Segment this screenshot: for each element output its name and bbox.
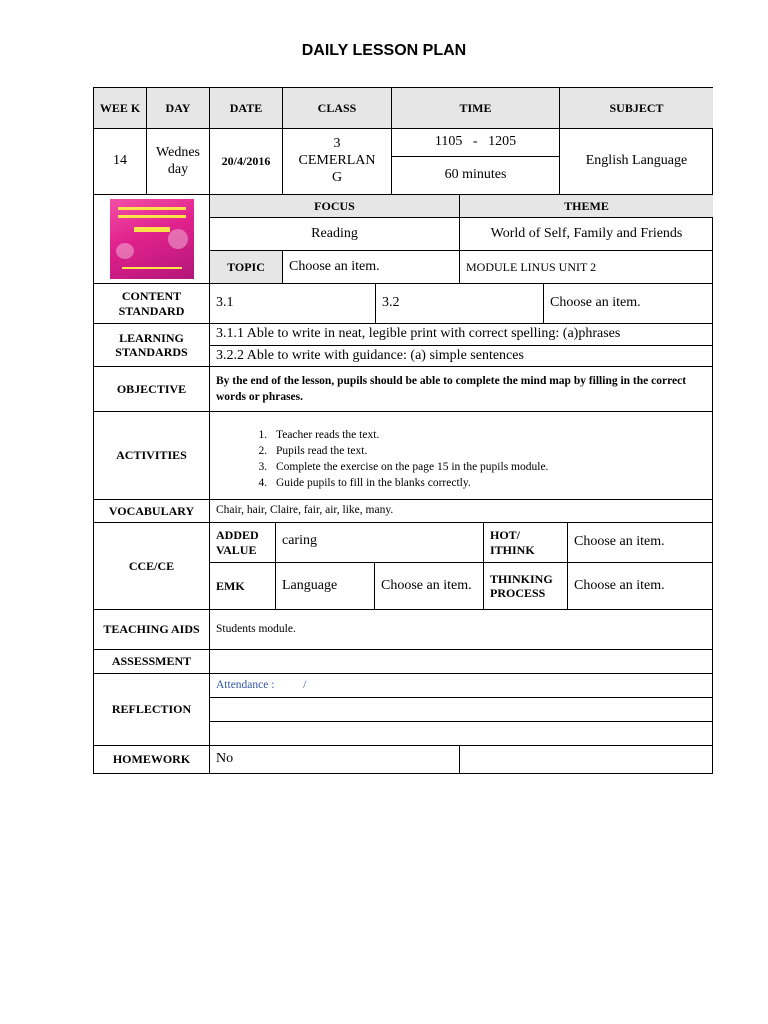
topic-dropdown[interactable]: Choose an item. <box>283 251 460 284</box>
content-standard-dropdown[interactable]: Choose an item. <box>544 284 713 324</box>
hot-dropdown[interactable]: Choose an item. <box>568 523 713 563</box>
activities-list <box>216 427 548 491</box>
focus-value: Reading <box>210 218 460 251</box>
emk-label: EMK <box>210 563 276 610</box>
objective-text: By the end of the lesson, pupils should be able to complete the mind map by filling in the correct words or phrases. <box>210 367 713 412</box>
week-value: 14 <box>94 129 147 195</box>
reflection-label: REFLECTION <box>94 674 210 746</box>
time-value: 1105 - 1205 <box>392 129 560 157</box>
module-cover-image <box>110 199 194 279</box>
list-item: 1. Teacher reads the text. <box>270 427 548 443</box>
content-standard-label: CONTENT STANDARD <box>94 284 210 324</box>
subject-value: English Language <box>560 129 713 195</box>
assessment-label: ASSESSMENT <box>94 650 210 674</box>
header-time: TIME <box>392 88 560 129</box>
class-value: 3 CEMERLAN G <box>283 129 392 195</box>
focus-label: FOCUS <box>210 195 460 218</box>
date-value: 20/4/2016 <box>210 129 283 195</box>
learning-standard-2: 3.2.2 Able to write with guidance: (a) simple sentences <box>210 346 713 367</box>
thinking-process-dropdown[interactable]: Choose an item. <box>568 563 713 610</box>
teaching-aids-label: TEACHING AIDS <box>94 610 210 650</box>
cce-label: CCE/CE <box>94 523 210 610</box>
header-week: WEE K <box>94 88 147 129</box>
module-name: MODULE LINUS UNIT 2 <box>460 251 713 284</box>
homework-extra[interactable] <box>460 746 713 773</box>
content-standard-2: 3.2 <box>376 284 544 324</box>
reflection-line-3[interactable] <box>210 722 713 746</box>
attendance-field[interactable] <box>210 674 713 698</box>
day-value: Wednes day <box>147 129 210 195</box>
activities-cell <box>210 412 713 500</box>
homework-value: No <box>210 746 460 773</box>
hot-label: HOT/ ITHINK <box>484 523 568 563</box>
vocabulary-text: Chair, hair, Claire, fair, air, like, many. <box>210 500 713 523</box>
attendance-text: Attendance : / <box>216 678 307 691</box>
list-item: 2. Pupils read the text. <box>270 443 548 459</box>
vocabulary-label: VOCABULARY <box>94 500 210 523</box>
header-day: DAY <box>147 88 210 129</box>
objective-label: OBJECTIVE <box>94 367 210 412</box>
added-value-value: caring <box>276 523 484 563</box>
emk-dropdown[interactable]: Choose an item. <box>375 563 484 610</box>
content-standard-1: 3.1 <box>210 284 376 324</box>
added-value-label: ADDED VALUE <box>210 523 276 563</box>
header-subject: SUBJECT <box>560 88 713 129</box>
module-cover-cell <box>94 195 210 284</box>
topic-label: TOPIC <box>210 251 283 284</box>
header-class: CLASS <box>283 88 392 129</box>
thinking-process-label: THINKING PROCESS <box>484 563 568 610</box>
reflection-line-2[interactable] <box>210 698 713 722</box>
assessment-field[interactable] <box>210 650 713 674</box>
header-date: DATE <box>210 88 283 129</box>
page-title: DAILY LESSON PLAN <box>301 42 467 59</box>
duration-value: 60 minutes <box>392 157 560 195</box>
list-item: 4. Guide pupils to fill in the blanks correctly. <box>270 475 548 491</box>
homework-label: HOMEWORK <box>94 746 210 773</box>
teaching-aids-text: Students module. <box>210 610 713 650</box>
lesson-plan-table <box>93 87 713 774</box>
theme-value: World of Self, Family and Friends <box>460 218 713 251</box>
list-item: 3. Complete the exercise on the page 15 in the pupils module. <box>270 459 548 475</box>
activities-label: ACTIVITIES <box>94 412 210 500</box>
learning-standard-1: 3.1.1 Able to write in neat, legible print with correct spelling: (a)phrases <box>210 324 713 346</box>
learning-standards-label: LEARNING STANDARDS <box>94 324 210 367</box>
emk-value: Language <box>276 563 375 610</box>
theme-label: THEME <box>460 195 713 218</box>
